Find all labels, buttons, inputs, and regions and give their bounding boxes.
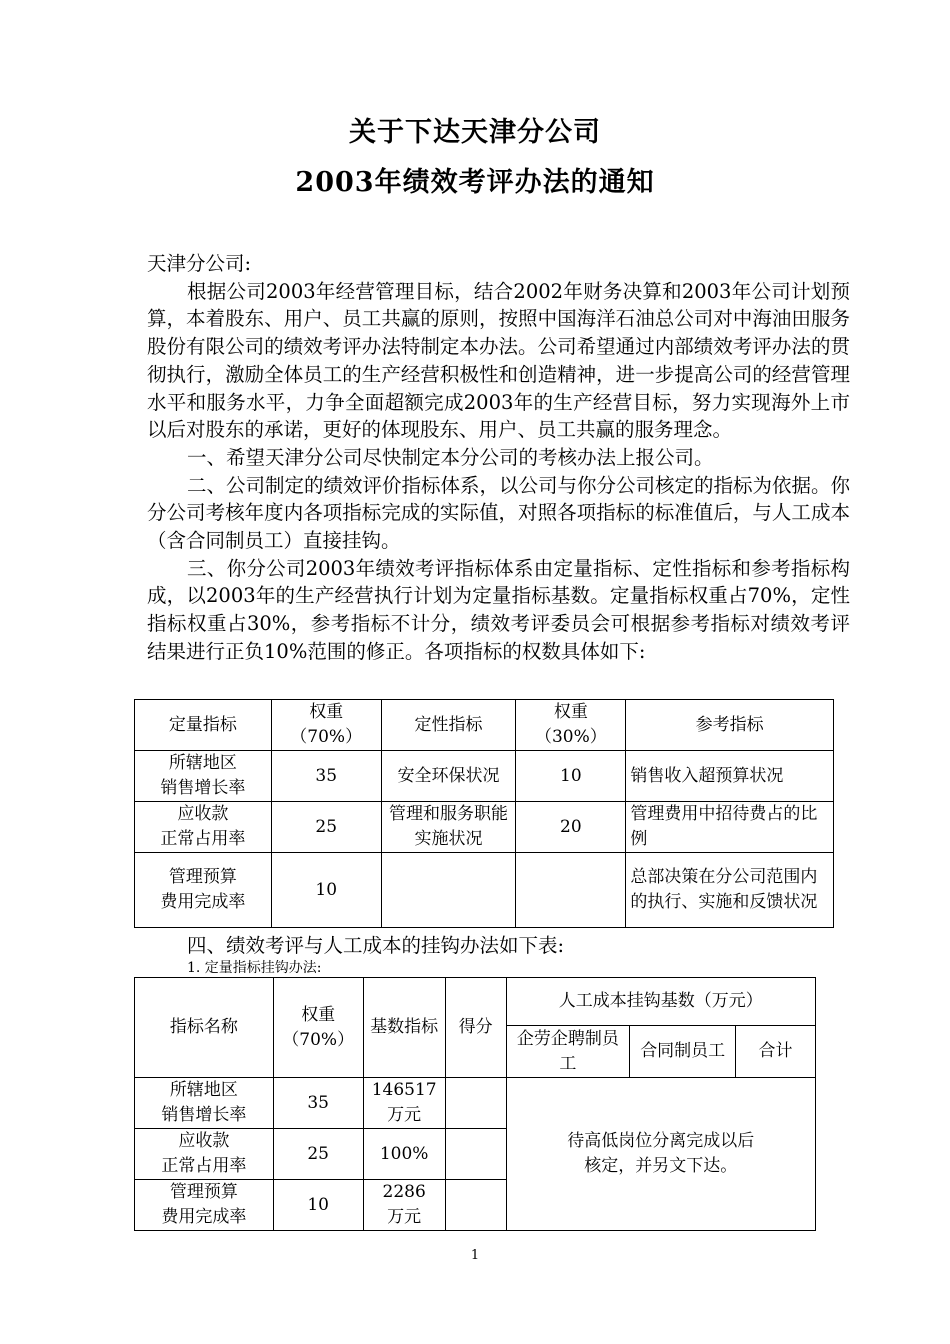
- table-header: 人工成本挂钩基数（万元）: [506, 978, 815, 1026]
- page-number: 1: [470, 1248, 480, 1263]
- paragraph-3: 二、公司制定的绩效评价指标体系，以公司与你分公司核定的指标为依据。你分公司考核年度内各项指标完成的实际值，对照各项指标的标准值后，与人工成本（含合同制员工）直接挂钩。: [147, 473, 851, 553]
- table-cell: [516, 853, 626, 928]
- table-header: 指标名称: [135, 978, 274, 1078]
- table-cell: 应收款 正常占用率: [135, 802, 272, 853]
- table-header: 得分: [445, 978, 506, 1078]
- table-cell: 总部决策在分公司范围内的执行、实施和反馈状况: [626, 853, 834, 928]
- table-header: 定性指标: [381, 700, 516, 751]
- table-header: 权重 （30%）: [516, 700, 626, 751]
- table-row: [135, 978, 816, 1026]
- table-cell: 35: [271, 751, 381, 802]
- table-header: 合计: [736, 1026, 816, 1078]
- section-4-heading: 四、绩效考评与人工成本的挂钩办法如下表:: [187, 934, 565, 957]
- weight-table: [134, 699, 834, 928]
- table-cell: 100%: [363, 1129, 445, 1180]
- table-row: [135, 1078, 816, 1129]
- body-text: [147, 250, 850, 666]
- table-header: 参考指标: [626, 700, 834, 751]
- table-cell: 安全环保状况: [381, 751, 516, 802]
- table-cell: 35: [273, 1078, 363, 1129]
- table-cell: [445, 1180, 506, 1231]
- table-cell: 管理预算 费用完成率: [135, 853, 272, 928]
- table-cell: 所辖地区 销售增长率: [135, 751, 272, 802]
- salutation: 天津分公司:: [147, 252, 252, 275]
- table-cell: [445, 1078, 506, 1129]
- table-cell: 10: [516, 751, 626, 802]
- table-cell: 所辖地区 销售增长率: [135, 1078, 274, 1129]
- table-cell: 管理和服务职能实施状况: [381, 802, 516, 853]
- table-cell: 146517 万元: [363, 1078, 445, 1129]
- table-header: 基数指标: [363, 978, 445, 1078]
- table-row: [135, 853, 834, 928]
- table-cell: 25: [273, 1129, 363, 1180]
- table-cell: 管理预算 费用完成率: [135, 1180, 274, 1231]
- table-cell: [445, 1129, 506, 1180]
- subheading-1: 1. 定量指标挂钩办法:: [187, 960, 322, 976]
- table-cell: [381, 853, 516, 928]
- table-header: 定量指标: [135, 700, 272, 751]
- table-cell: 管理费用中招待费占的比例: [626, 802, 834, 853]
- paragraph-1: 根据公司2003年经营管理目标，结合2002年财务决算和2003年公司计划预算，本着股东、用户、员工共赢的原则，按照中国海洋石油总公司对中海油田服务股份有限公司的绩效考评办法特制定本办法。公司希望通过内部绩效考评办法的贯彻执行，激励全体员工的生产经营积极性和创造精神，进一步提高公司的经营管理水平和服务水平，力争全面超额完成2003年的生产经营目标，努力实现海外上市以后对股东的承诺，更好的体现股东、用户、员工共赢的服务理念。: [147, 279, 850, 442]
- table-header: 权重（70%）: [273, 978, 363, 1078]
- table-cell: 应收款 正常占用率: [135, 1129, 274, 1180]
- table-cell: 20: [516, 802, 626, 853]
- title-line-2: 2003年绩效考评办法的通知: [295, 167, 655, 198]
- table-header: 权重 （70%）: [271, 700, 381, 751]
- paragraph-4: 三、你分公司2003年绩效考评指标体系由定量指标、定性指标和参考指标构成，以2003年的生产经营执行计划为定量指标基数。定量指标权重占70%，定性指标权重占30%，参考指标不计分，绩效考评委员会可根据参考指标对绩效考评结果进行正负10%范围的修正。各项指标的权数具体如下:: [147, 556, 850, 663]
- table-cell: 销售收入超预算状况: [626, 751, 834, 802]
- merged-note-cell: 待高低岗位分离完成以后 核定，并另文下达。: [506, 1078, 815, 1231]
- quota-link-table: [134, 977, 816, 1231]
- table-row: [135, 700, 834, 751]
- table-cell: 2286 万元: [363, 1180, 445, 1231]
- table-header: 合同制员工: [630, 1026, 736, 1078]
- table-cell: 10: [273, 1180, 363, 1231]
- paragraph-2: 一、希望天津分公司尽快制定本分公司的考核办法上报公司。: [187, 445, 714, 469]
- table-cell: 25: [271, 802, 381, 853]
- table-header: 企劳企聘制员工: [506, 1026, 630, 1078]
- table-cell: 10: [271, 853, 381, 928]
- title-line-1: 关于下达天津分公司: [349, 117, 601, 148]
- table-row: [135, 802, 834, 853]
- table-row: [135, 751, 834, 802]
